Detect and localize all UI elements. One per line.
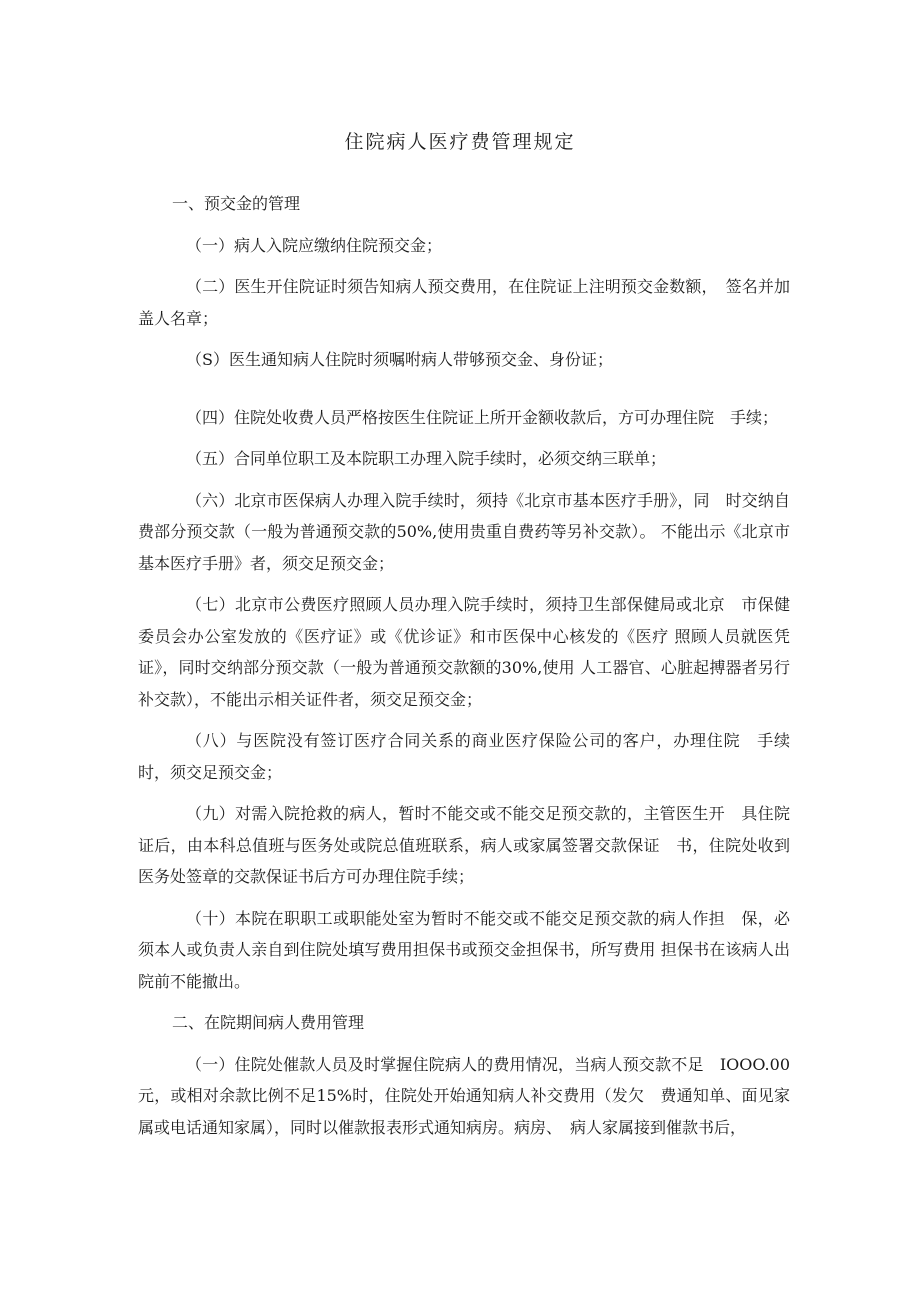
paragraph-1-10: （十）本院在职职工或职能处室为暂时不能交或不能交足预交款的病人作担 保，必须本人或负责人亲自到住院处填写费用担保书或预交金担保书，所写费用 担保书在该病人出院前不能撤出。 bbox=[138, 908, 790, 991]
paragraph-1-5: （五）合同单位职工及本院职工办理入院手续时，必须交纳三联单； bbox=[186, 449, 667, 468]
paragraph-1-8: （八）与医院没有签订医疗合同关系的商业医疗保险公司的客户，办理住院 手续时，须交足预交金； bbox=[138, 731, 790, 782]
document-body bbox=[138, 188, 790, 1153]
paragraph-1-9: （九）对需入院抢救的病人，暂时不能交或不能交足预交款的，主管医生开 具住院证后，由本科总值班与医务处或院总值班联系，病人或家属签署交款保证 书，住院处收到医务处签章的交款保证书后方可办理住院手续； bbox=[138, 804, 790, 886]
paragraph-2-1: （一）住院处催款人员及时掌握住院病人的费用情况，当病人预交款不足 IOOO.00元，或相对余款比例不足15%时，住院处开始通知病人补交费用（发欠 费通知单、面见家属或电话通知家属），同时以催款报表形式通知病房。病房、 病人家属接到催款书后， bbox=[138, 1054, 790, 1137]
paragraph-1-3: （S）医生通知病人住院时须嘱咐病人带够预交金、身份证； bbox=[186, 350, 613, 369]
paragraph-1-6: （六）北京市医保病人办理入院手续时，须持《北京市基本医疗手册》，同 时交纳自费部分预交款（一般为普通预交款的50%,使用贵重自费药等另补交款）。 不能出示《北京市基本医疗手册》者，须交足预交金； bbox=[138, 490, 790, 573]
section-heading-1: 一、预交金的管理 bbox=[172, 194, 301, 213]
paragraph-1-7: （七）北京市公费医疗照顾人员办理入院手续时，须持卫生部保健局或北京 市保健委员会办公室发放的《医疗证》或《优诊证》和市医保中心核发的《医疗 照顾人员就医凭证》，同时交纳部分预交款（一般为普通预交款额的30%,使用 人工器官、心脏起搏器者另行补交款），不能出示相关证件者，须交足预交金； bbox=[138, 595, 790, 709]
paragraph-1-2: （二）医生开住院证时须告知病人预交费用，在住院证上注明预交金数额， 签名并加盖人名章； bbox=[138, 277, 790, 328]
paragraph-1-4: （四）住院处收费人员严格按医生住院证上所开金额收款后，方可办理住院 手续； bbox=[186, 407, 779, 427]
section-heading-2: 二、在院期间病人费用管理 bbox=[172, 1013, 365, 1032]
paragraph-1-1: （一）病人入院应缴纳住院预交金； bbox=[186, 235, 443, 255]
document-title: 住院病人医疗费管理规定 bbox=[344, 131, 576, 153]
